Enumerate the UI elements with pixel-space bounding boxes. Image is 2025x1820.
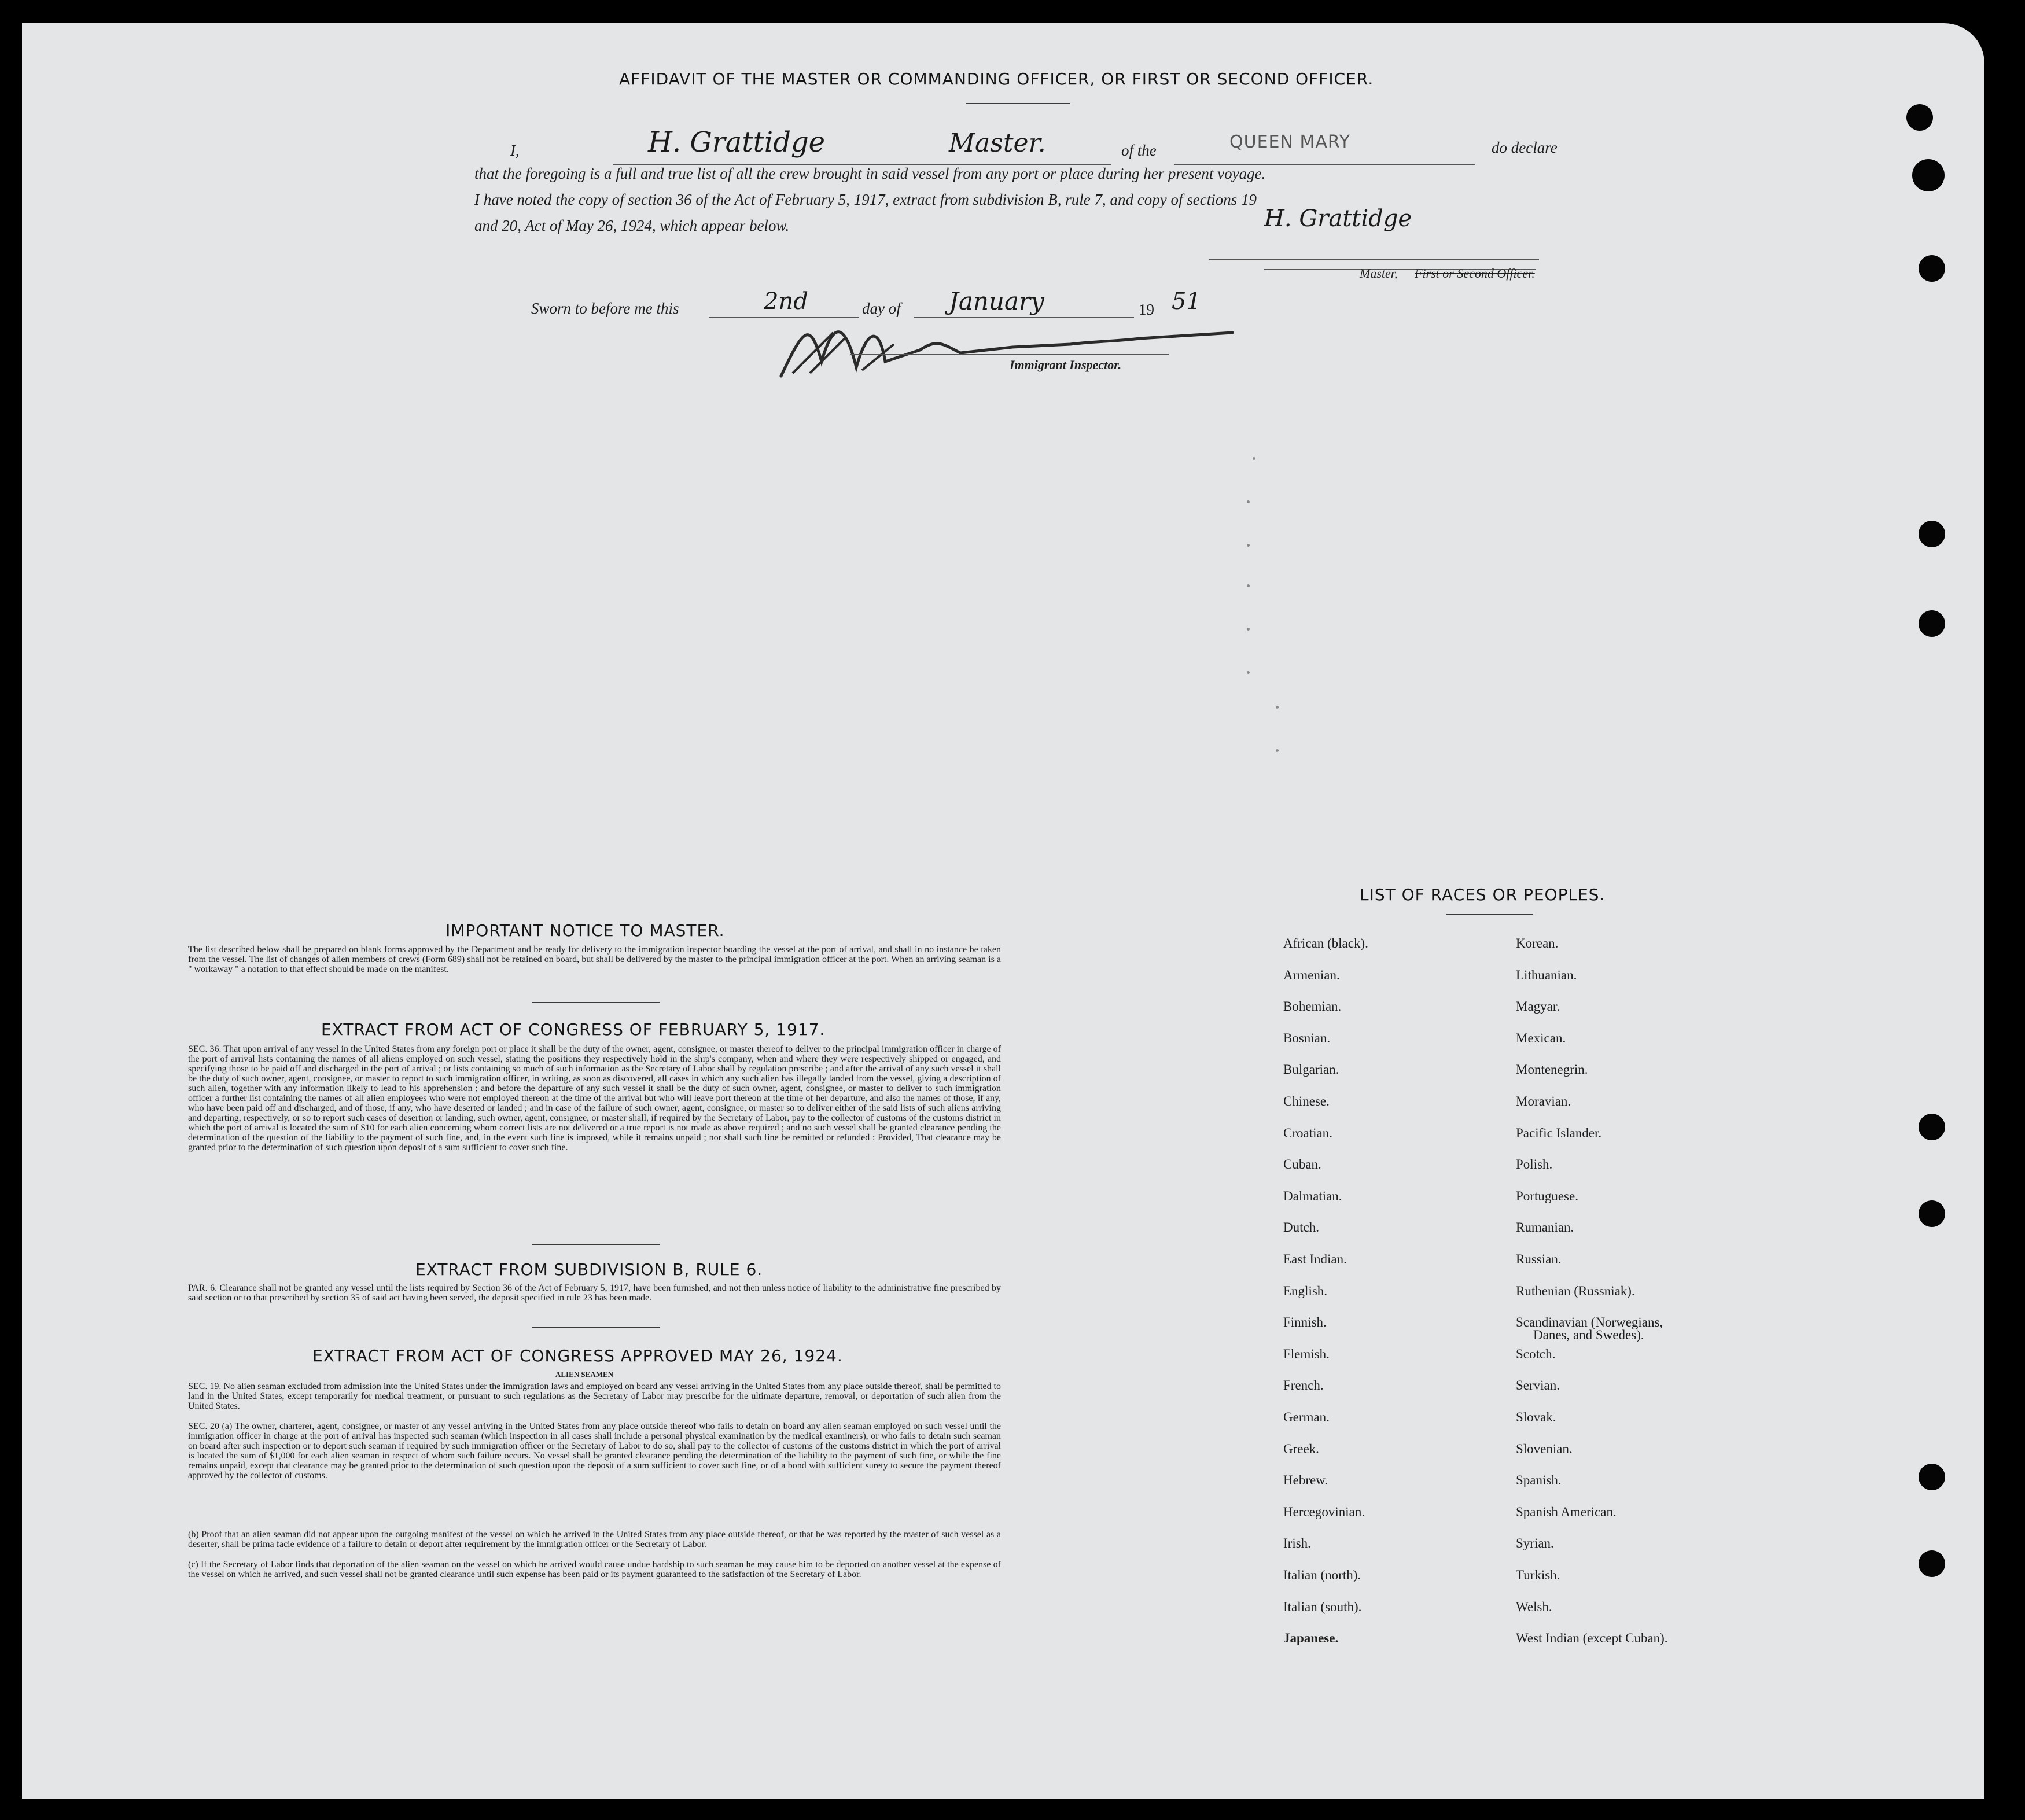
extract-1924-subtitle: ALIEN SEAMEN: [555, 1370, 614, 1379]
sworn-prefix: Sworn to before me this: [531, 300, 679, 317]
affidavit-line-2: that the foregoing is a full and true list of all the crew brought in said vessel from any port or place during her present voyage.: [474, 165, 1266, 182]
notice-title: IMPORTANT NOTICE TO MASTER.: [446, 921, 725, 940]
race-item: Moravian.: [1516, 1094, 1571, 1108]
race-item: Rumanian.: [1516, 1220, 1574, 1235]
race-item: Flemish.: [1283, 1346, 1330, 1361]
races-title: LIST OF RACES OR PEOPLES.: [1360, 885, 1606, 904]
affidavit-intro: I,: [510, 142, 520, 159]
race-item: Montenegrin.: [1516, 1062, 1588, 1077]
race-item: Slovenian.: [1516, 1441, 1573, 1456]
race-item: Polish.: [1516, 1157, 1553, 1172]
punch-hole: [1912, 159, 1945, 191]
year-prefix: 19: [1139, 301, 1154, 318]
race-item: Finnish.: [1283, 1315, 1327, 1330]
race-item: Italian (north).: [1283, 1568, 1361, 1582]
punch-hole: [1919, 521, 1945, 547]
extract-1917-title: EXTRACT FROM ACT OF CONGRESS OF FEBRUARY 5, 1917.: [321, 1020, 826, 1039]
race-item: Bulgarian.: [1283, 1062, 1339, 1077]
punch-hole: [1919, 610, 1945, 637]
race-item: Pacific Islander.: [1516, 1125, 1602, 1140]
inspector-signature: [770, 315, 1244, 385]
notice-body: The list described below shall be prepared on blank forms approved by the Department and be ready for delivery to the immigration inspector boarding the vessel at the port of arrival, and shall in no instance be taken from the vessel. The list of changes of alien members of crews (Form 689) shall not be retained on board, but shall be delivered by the master to the principal immigration officer at the port. When an arriving seaman is a " workaway " a notation to that effect should be made on the manifest.: [188, 945, 1001, 974]
race-item: West Indian (except Cuban).: [1516, 1631, 1668, 1646]
race-item: Bohemian.: [1283, 999, 1342, 1014]
extract-1917-body: SEC. 36. That upon arrival of any vessel in the United States from any foreign port or place it shall be the duty of the owner, agent, consignee, or master thereof to deliver to the principal immigration officer in charge of the port of arrival lists containing the names of all aliens employed on such vessel, stating the positions they respectively hold in the ship's company, when and where they were respectively shipped or engaged, and specifying those to be paid off and discharged in the port of arrival ; or lists containing so much of such information as the Secretary of Labor shall by regulation prescribe ; and after the arrival of any such vessel it shall be the duty of such owner, agent, consignee, or master to report to such immigration officer, in writing, as soon as discovered, all cases in which any such alien has illegally landed from the vessel, giving a description of such alien, together with any information likely to lead to his apprehension ; and before the departure of any such vessel it shall be the duty of such owner, agent, consignee, or master to deliver to such immigration officer a further list containing the names of all alien employees who were not employed thereon at the time of the arrival but who will leave port thereon at the time of her departure, and also the names of those, if any, who have been paid off and discharged, and of those, if any, who have deserted or landed ; and in case of the failure of such owner, agent, consignee, or master so to deliver either of the said lists of such aliens arriving and departing, respectively, or so to report such cases of desertion or landing, such owner, agent, consignee, or master shall, if required by the Secretary of Labor, pay to the collector of customs of the customs district in which the port of arrival is located the sum of $10 for each alien concerning whom correct lists are not delivered or a true report is not made as above required ; and no such vessel shall be granted clearance pending the determination of the question of the liability to the payment of such fine, and, in the event such fine is imposed, while it remains unpaid ; nor shall such fine be remitted or refunded : Provided, That clearance may be granted prior to the determination of such question upon deposit of a sum sufficient to cover such fine.: [188, 1044, 1001, 1152]
race-item: French.: [1283, 1378, 1324, 1393]
race-item: East Indian.: [1283, 1252, 1347, 1266]
race-item: English.: [1283, 1283, 1328, 1298]
subdivision-body: PAR. 6. Clearance shall not be granted any vessel until the lists required by Section 36 of the Act of February 5, 1917, have been furnished, and not then unless notice of liability to the administrative fine prescribed by said section or to that prescribed by section 35 of said act having been served, the deposit specified in rule 23 has been made.: [188, 1283, 1001, 1303]
day-of-label: day of: [862, 300, 901, 317]
race-item: Portuguese.: [1516, 1188, 1578, 1203]
race-item: Italian (south).: [1283, 1599, 1362, 1614]
race-item: Servian.: [1516, 1378, 1560, 1393]
master-name-handwritten: H. Grattidge: [648, 126, 826, 159]
race-item: Hebrew.: [1283, 1473, 1328, 1488]
race-item: Mexican.: [1516, 1030, 1566, 1045]
master-label: Master,: [1360, 266, 1398, 281]
extract-1924-title: EXTRACT FROM ACT OF CONGRESS APPROVED MAY 26, 1924.: [312, 1346, 843, 1365]
extract-1924-sec20c: (c) If the Secretary of Labor finds that deportation of the alien seaman on the vessel on which he arrived would cause undue hardship to such seaman he may cause him to be deported on another vessel at the expense of the vessel on which he arrived, and such vessel shall not be granted clearance until such expense has been paid or its payment guaranteed to the satisfaction of the Secretary of Labor.: [188, 1560, 1001, 1579]
extract-1924-sec20b: (b) Proof that an alien seaman did not appear upon the outgoing manifest of the vessel on which he arrived in the United States from any place outside thereof, or that he was reported by the master of such vessel as a deserter, shall be prima facie evidence of a failure to detain or deport after requirement by the immigration officer or the Secretary of Labor.: [188, 1530, 1001, 1549]
sworn-day-handwritten: 2nd: [764, 288, 808, 315]
affidavit-line-4: and 20, Act of May 26, 1924, which appear below.: [474, 217, 790, 234]
race-item: Dalmatian.: [1283, 1188, 1342, 1203]
race-item: Bosnian.: [1283, 1030, 1331, 1045]
of-the-label: of the: [1121, 142, 1157, 159]
race-item: Scandinavian (Norwegians,: [1516, 1315, 1663, 1330]
struck-officer-label: First or Second Officer.: [1415, 266, 1535, 281]
master-rank-handwritten: Master.: [949, 128, 1046, 158]
race-item: Spanish American.: [1516, 1504, 1617, 1519]
race-item: Slovak.: [1516, 1410, 1556, 1424]
master-signature: H. Grattidge: [1264, 205, 1412, 232]
affidavit-title: AFFIDAVIT OF THE MASTER OR COMMANDING OFFICER, OR FIRST OR SECOND OFFICER.: [619, 69, 1374, 89]
punch-hole: [1919, 1464, 1945, 1490]
subdivision-title: EXTRACT FROM SUBDIVISION B, RULE 6.: [415, 1260, 763, 1279]
race-item: Spanish.: [1516, 1473, 1562, 1488]
affidavit-line-3: I have noted the copy of section 36 of the Act of February 5, 1917, extract from subdivision B, rule 7, and copy of sections 19: [474, 191, 1257, 208]
race-item: Dutch.: [1283, 1220, 1319, 1235]
race-item: Welsh.: [1516, 1599, 1552, 1614]
year-suffix-handwritten: 51: [1172, 288, 1201, 315]
race-item: African (black).: [1283, 936, 1368, 950]
race-item: Cuban.: [1283, 1157, 1321, 1172]
punch-hole: [1919, 255, 1945, 282]
race-item: Lithuanian.: [1516, 967, 1577, 982]
race-item: Magyar.: [1516, 999, 1560, 1014]
race-item: Chinese.: [1283, 1094, 1330, 1108]
race-item: Hercegovinian.: [1283, 1504, 1365, 1519]
race-item: Croatian.: [1283, 1125, 1332, 1140]
race-item: Greek.: [1283, 1441, 1319, 1456]
race-item: Korean.: [1516, 936, 1559, 950]
race-item: Japanese.: [1283, 1631, 1339, 1646]
punch-hole: [1906, 104, 1933, 131]
race-item: Turkish.: [1516, 1568, 1560, 1582]
race-item: Scotch.: [1516, 1346, 1556, 1361]
extract-1924-sec19: SEC. 19. No alien seaman excluded from admission into the United States under the immigration laws and employed on board any vessel arriving in the United States from any place outside thereof, shall be permitted to land in the United States, except temporarily for medical treatment, or pursuant to such regulations as the Secretary of Labor may prescribe for the ultimate departure, removal, or deportation of such alien from the United States.: [188, 1381, 1001, 1411]
race-item: Ruthenian (Russniak).: [1516, 1283, 1635, 1298]
extract-1924-sec20a: SEC. 20 (a) The owner, charterer, agent, consignee, or master of any vessel arriving in the United States from any place outside thereof who fails to detain on board any alien seaman employed on such vessel until the immigration officer in charge at the port of arrival has inspected such seaman (which inspection in all cases shall include a personal physical examination by the medical examiners), or who fails to detain such seaman on board after such inspection or to deport such seaman if required by such immigration officer or the Secretary of Labor to do so, shall pay to the collector of customs of the customs district in which the port of arrival is located the sum of $1,000 for each alien seaman in respect of whom such failure occurs. No vessel shall be granted clearance pending the determination of the liability to the payment of such fine, or while the fine remains unpaid, except that clearance may be granted prior to the determination of such question upon the deposit of a sum sufficient to cover such fine, or of a bond with sufficient surety to secure the payment thereof approved by the collector of customs.: [188, 1421, 1001, 1480]
race-item: Armenian.: [1283, 967, 1340, 982]
punch-hole: [1919, 1550, 1945, 1577]
race-item: Syrian.: [1516, 1536, 1554, 1551]
do-declare-label: do declare: [1492, 139, 1558, 156]
race-item-scandinavian-continued: Danes, and Swedes).: [1533, 1328, 1644, 1342]
punch-hole: [1919, 1200, 1945, 1227]
sworn-month-handwritten: January: [949, 287, 1044, 315]
race-item: Russian.: [1516, 1252, 1562, 1266]
race-item: Irish.: [1283, 1536, 1311, 1551]
inspector-label: Immigrant Inspector.: [1010, 358, 1122, 372]
punch-hole: [1919, 1114, 1945, 1140]
race-item: German.: [1283, 1410, 1330, 1424]
vessel-name: QUEEN MARY: [1229, 132, 1351, 152]
